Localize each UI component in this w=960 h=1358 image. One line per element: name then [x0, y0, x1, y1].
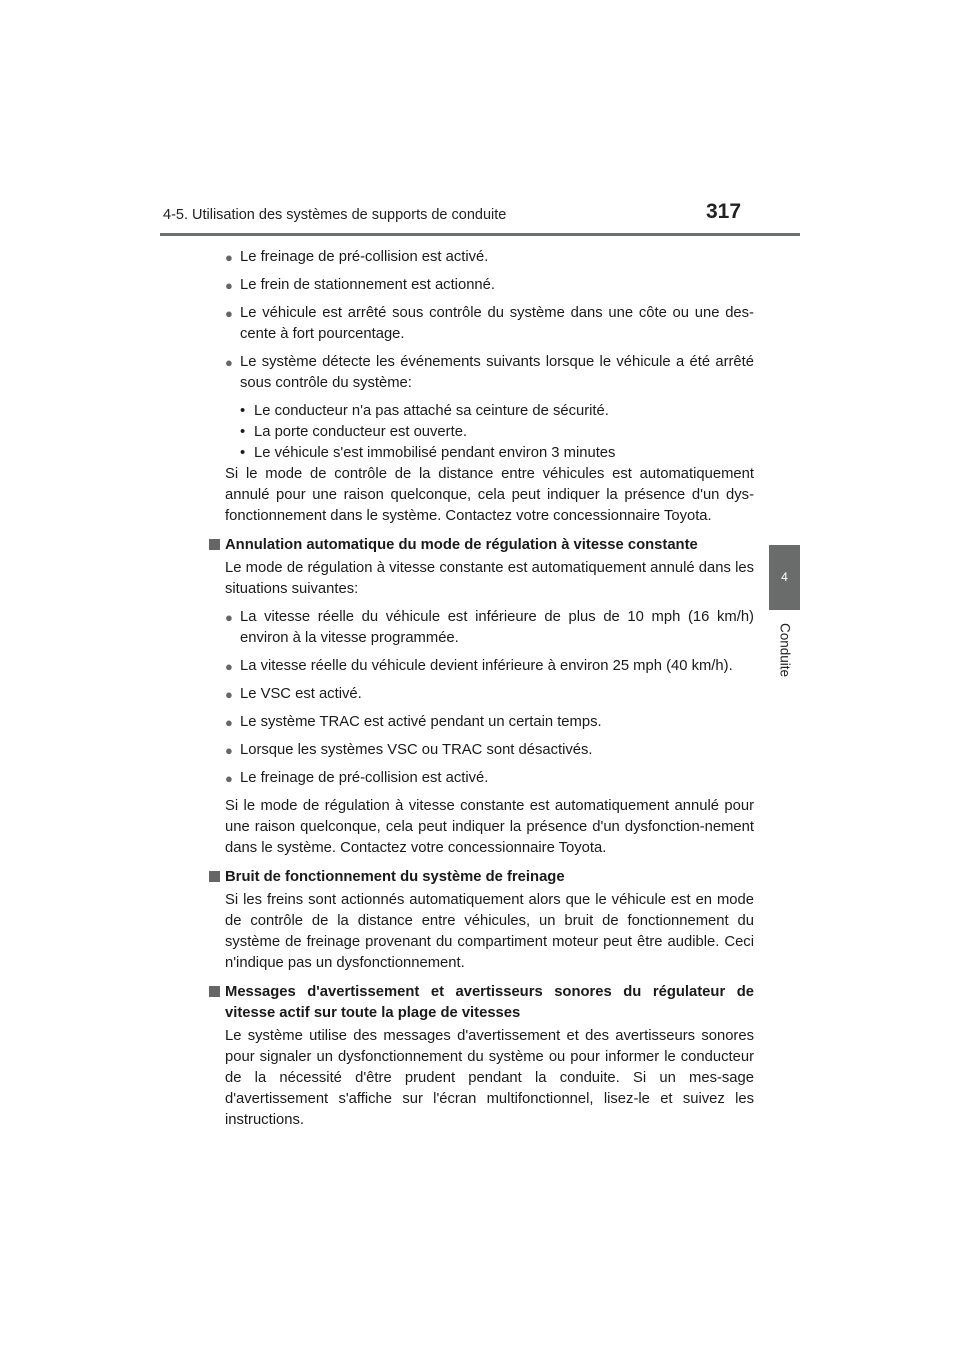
bullet-icon: ●	[225, 715, 233, 730]
page-content	[209, 240, 754, 1131]
paragraph: Le système utilise des messages d'avertissement et des avertisseurs sonores pour signaler un dysfonctionnement du système ou pour informer le conducteur de la nécessité d'être prudent pendant la conduite. Si un mes-sage d'avertissement s'affiche sur l'écran multifonctionnel, lisez-le et suivez les instructions.	[225, 1028, 754, 1128]
list-item: ● La vitesse réelle du véhicule devient inférieure à environ 25 mph (40 km/h).	[209, 656, 754, 677]
sub-list	[209, 401, 754, 464]
bullet-icon: ●	[225, 610, 233, 625]
bullet-icon: ●	[225, 743, 233, 758]
chapter-tab: 4	[769, 545, 800, 610]
chapter-label: Conduite	[777, 623, 793, 678]
list-item: ● Le freinage de pré-collision est activé.	[209, 768, 754, 789]
list-item: ● Le frein de stationnement est actionné.	[209, 275, 754, 296]
bullet-icon: ●	[225, 278, 233, 293]
dot-icon: •	[240, 403, 246, 419]
list-item: ● La vitesse réelle du véhicule est inférieure de plus de 10 mph (16 km/h) environ à la vitesse programmée.	[225, 609, 754, 646]
sub-list-item: • Le conducteur n'a pas attaché sa ceinture de sécurité.	[240, 401, 754, 422]
paragraph: Si le mode de régulation à vitesse constante est automatiquement annulé pour une raison quelconque, cela peut indiquer la présence d'un dysfonction-nement dans le système. Contactez votre concessionnaire Toyota.	[225, 798, 754, 856]
square-bullet-icon	[209, 539, 220, 550]
section-heading: Bruit de fonctionnement du système de freinage	[209, 867, 754, 888]
bullet-icon: ●	[225, 687, 233, 702]
bullet-icon: ●	[225, 771, 233, 786]
section-heading: Messages d'avertissement et avertisseurs sonores du régulateur de vitesse actif sur toute la plage de vitesses	[209, 982, 754, 1024]
paragraph: Si les freins sont actionnés automatiquement alors que le véhicule est en mode de contrôle de la distance entre véhicules, un bruit de fonctionnement du système de freinage provenant du compartiment moteur peut être audible. Ceci n'indique pas un dysfonctionnement.	[225, 892, 754, 971]
bullet-icon: ●	[225, 250, 233, 265]
dot-icon: •	[240, 424, 246, 440]
page-number: 317	[706, 200, 742, 223]
header-divider	[160, 233, 800, 236]
square-bullet-icon	[209, 986, 220, 997]
bullet-icon: ●	[225, 355, 233, 370]
paragraph: Si le mode de contrôle de la distance entre véhicules est automatiquement annulé pour une raison quelconque, cela peut indiquer la présence d'un dys-fonctionnement dans le système. Contactez votre concessionnaire Toyota.	[225, 466, 754, 524]
list-item: ● Le système détecte les événements suivants lorsque le véhicule a été arrêté sous contrôle du système:	[225, 354, 754, 391]
sub-list-item: • Le véhicule s'est immobilisé pendant environ 3 minutes	[240, 443, 754, 464]
section-heading: Annulation automatique du mode de régulation à vitesse constante	[209, 535, 754, 556]
list-item: ● Lorsque les systèmes VSC ou TRAC sont désactivés.	[209, 740, 754, 761]
paragraph: Le mode de régulation à vitesse constante est automatiquement annulé dans les situations suivantes:	[225, 560, 754, 597]
list-item: ● Le véhicule est arrêté sous contrôle du système dans une côte ou une des-cente à fort pourcentage.	[225, 305, 754, 342]
dot-icon: •	[240, 445, 246, 461]
list-item: ● Le VSC est activé.	[209, 684, 754, 705]
section-title: 4-5. Utilisation des systèmes de supports de conduite	[163, 207, 507, 223]
bullet-icon: ●	[225, 306, 233, 321]
sub-list-item: • La porte conducteur est ouverte.	[240, 422, 754, 443]
square-bullet-icon	[209, 871, 220, 882]
list-item: ● Le freinage de pré-collision est activé.	[209, 247, 754, 268]
list-item: ● Le système TRAC est activé pendant un certain temps.	[209, 712, 754, 733]
bullet-icon: ●	[225, 659, 233, 674]
